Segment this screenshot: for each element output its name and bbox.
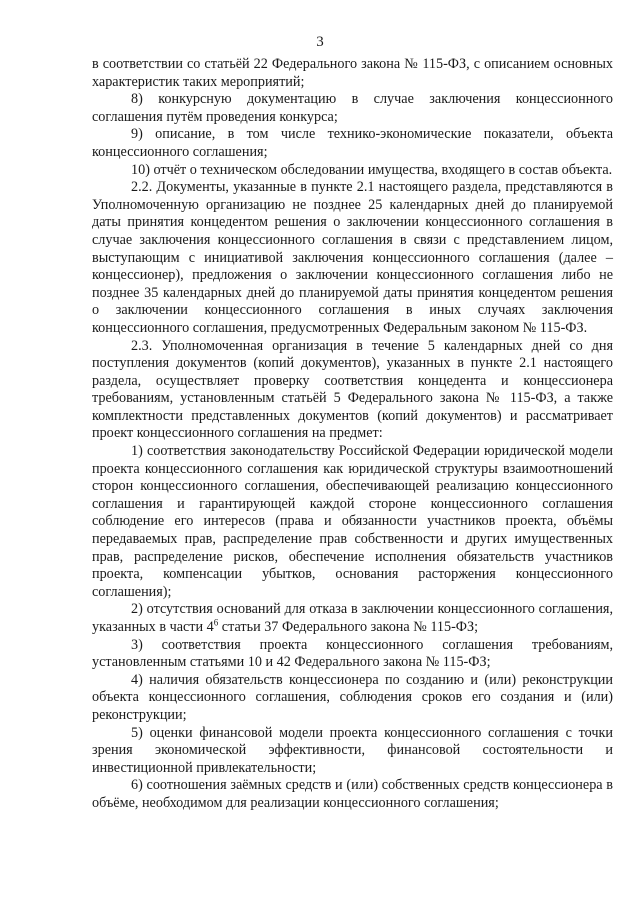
paragraph-item-9: 9) описание, в том числе технико-экономические показатели, объекта концессионного соглашения; (92, 126, 613, 160)
paragraph-subitem-3: 3) соответствия проекта концессионного соглашения требованиям, установленным статьями 10 и 42 Федерального закона № 115-ФЗ; (92, 636, 613, 671)
subitem-2-text-before: 2) отсутствия оснований для отказа в заключении концессионного соглашения, указанных в части 4 (92, 601, 613, 635)
paragraph-section-2-3: 2.3. Уполномоченная организация в течение 5 календарных дней со дня поступления документов (копий документов), указанных в пункте 2.1 настоящего раздела, осуществляет проверку соответствия концедента и концессионера требованиям, установленным статьёй 5 Федерального закона № 115-ФЗ, а также комплектности представленных документов (копий документов) и рассматривает проект концессионного соглашения на предмет: (92, 337, 613, 442)
superscript-index: 6 (213, 617, 219, 628)
paragraph-continuation: в соответствии со статьёй 22 Федерального закона № 115-ФЗ, с описанием основных характеристик таких мероприятий; (92, 56, 613, 90)
subitem-2-text-after: статьи 37 Федерального закона № 115-ФЗ; (218, 619, 479, 635)
paragraph-subitem-2 (92, 601, 613, 636)
paragraph-subitem-1: 1) соответствия законодательству Российской Федерации юридической модели проекта концессионного соглашения как юридической структуры взаимоотношений сторон концессионного соглашения, обеспечивающей реализацию концессионного соглашения и гарантирующей каждой стороне концессионного соглашения соблюдение его интересов (права и обязанности участников проекта, объёмы передаваемых прав, распределение прав собственности и других имущественных прав, распределение рисков, обеспечение исполнения обязательств участников проекта, компенсации убытков, основания расторжения концессионного соглашения); (92, 443, 613, 600)
paragraph-section-2-2: 2.2. Документы, указанные в пункте 2.1 настоящего раздела, представляются в Уполномоченную организацию не позднее 25 календарных дней до планируемой даты принятия концедентом решения о заключении концессионного соглашения в случае заключения концессионного соглашения в связи с представлением лицом, выступающим с инициативой заключения концессионного соглашения (далее – концессионер), предложения о заключении концессионного соглашения либо не позднее 35 календарных дней до планируемой даты принятия концедентом решения о заключении концессионного соглашения в иных случаях заключения концессионного соглашения, предусмотренных Федеральным законом № 115-ФЗ. (92, 179, 613, 336)
document-body (92, 56, 613, 813)
paragraph-subitem-5: 5) оценки финансовой модели проекта концессионного соглашения с точки зрения экономической эффективности, финансовой состоятельности и инвестиционной привлекательности; (92, 724, 613, 776)
paragraph-item-8: 8) конкурсную документацию в случае заключения концессионного соглашения путём проведения конкурса; (92, 91, 613, 125)
paragraph-subitem-4: 4) наличия обязательств концессионера по созданию и (или) реконструкции объекта концессионного соглашения, соблюдения сроков его создания и (или) реконструкции; (92, 671, 613, 723)
paragraph-item-10: 10) отчёт о техническом обследовании имущества, входящего в состав объекта. (131, 161, 613, 178)
paragraph-subitem-6: 6) соотношения заёмных средств и (или) собственных средств концессионера в объёме, необходимом для реализации концессионного соглашения; (92, 777, 613, 811)
page-number: 3 (316, 34, 324, 50)
